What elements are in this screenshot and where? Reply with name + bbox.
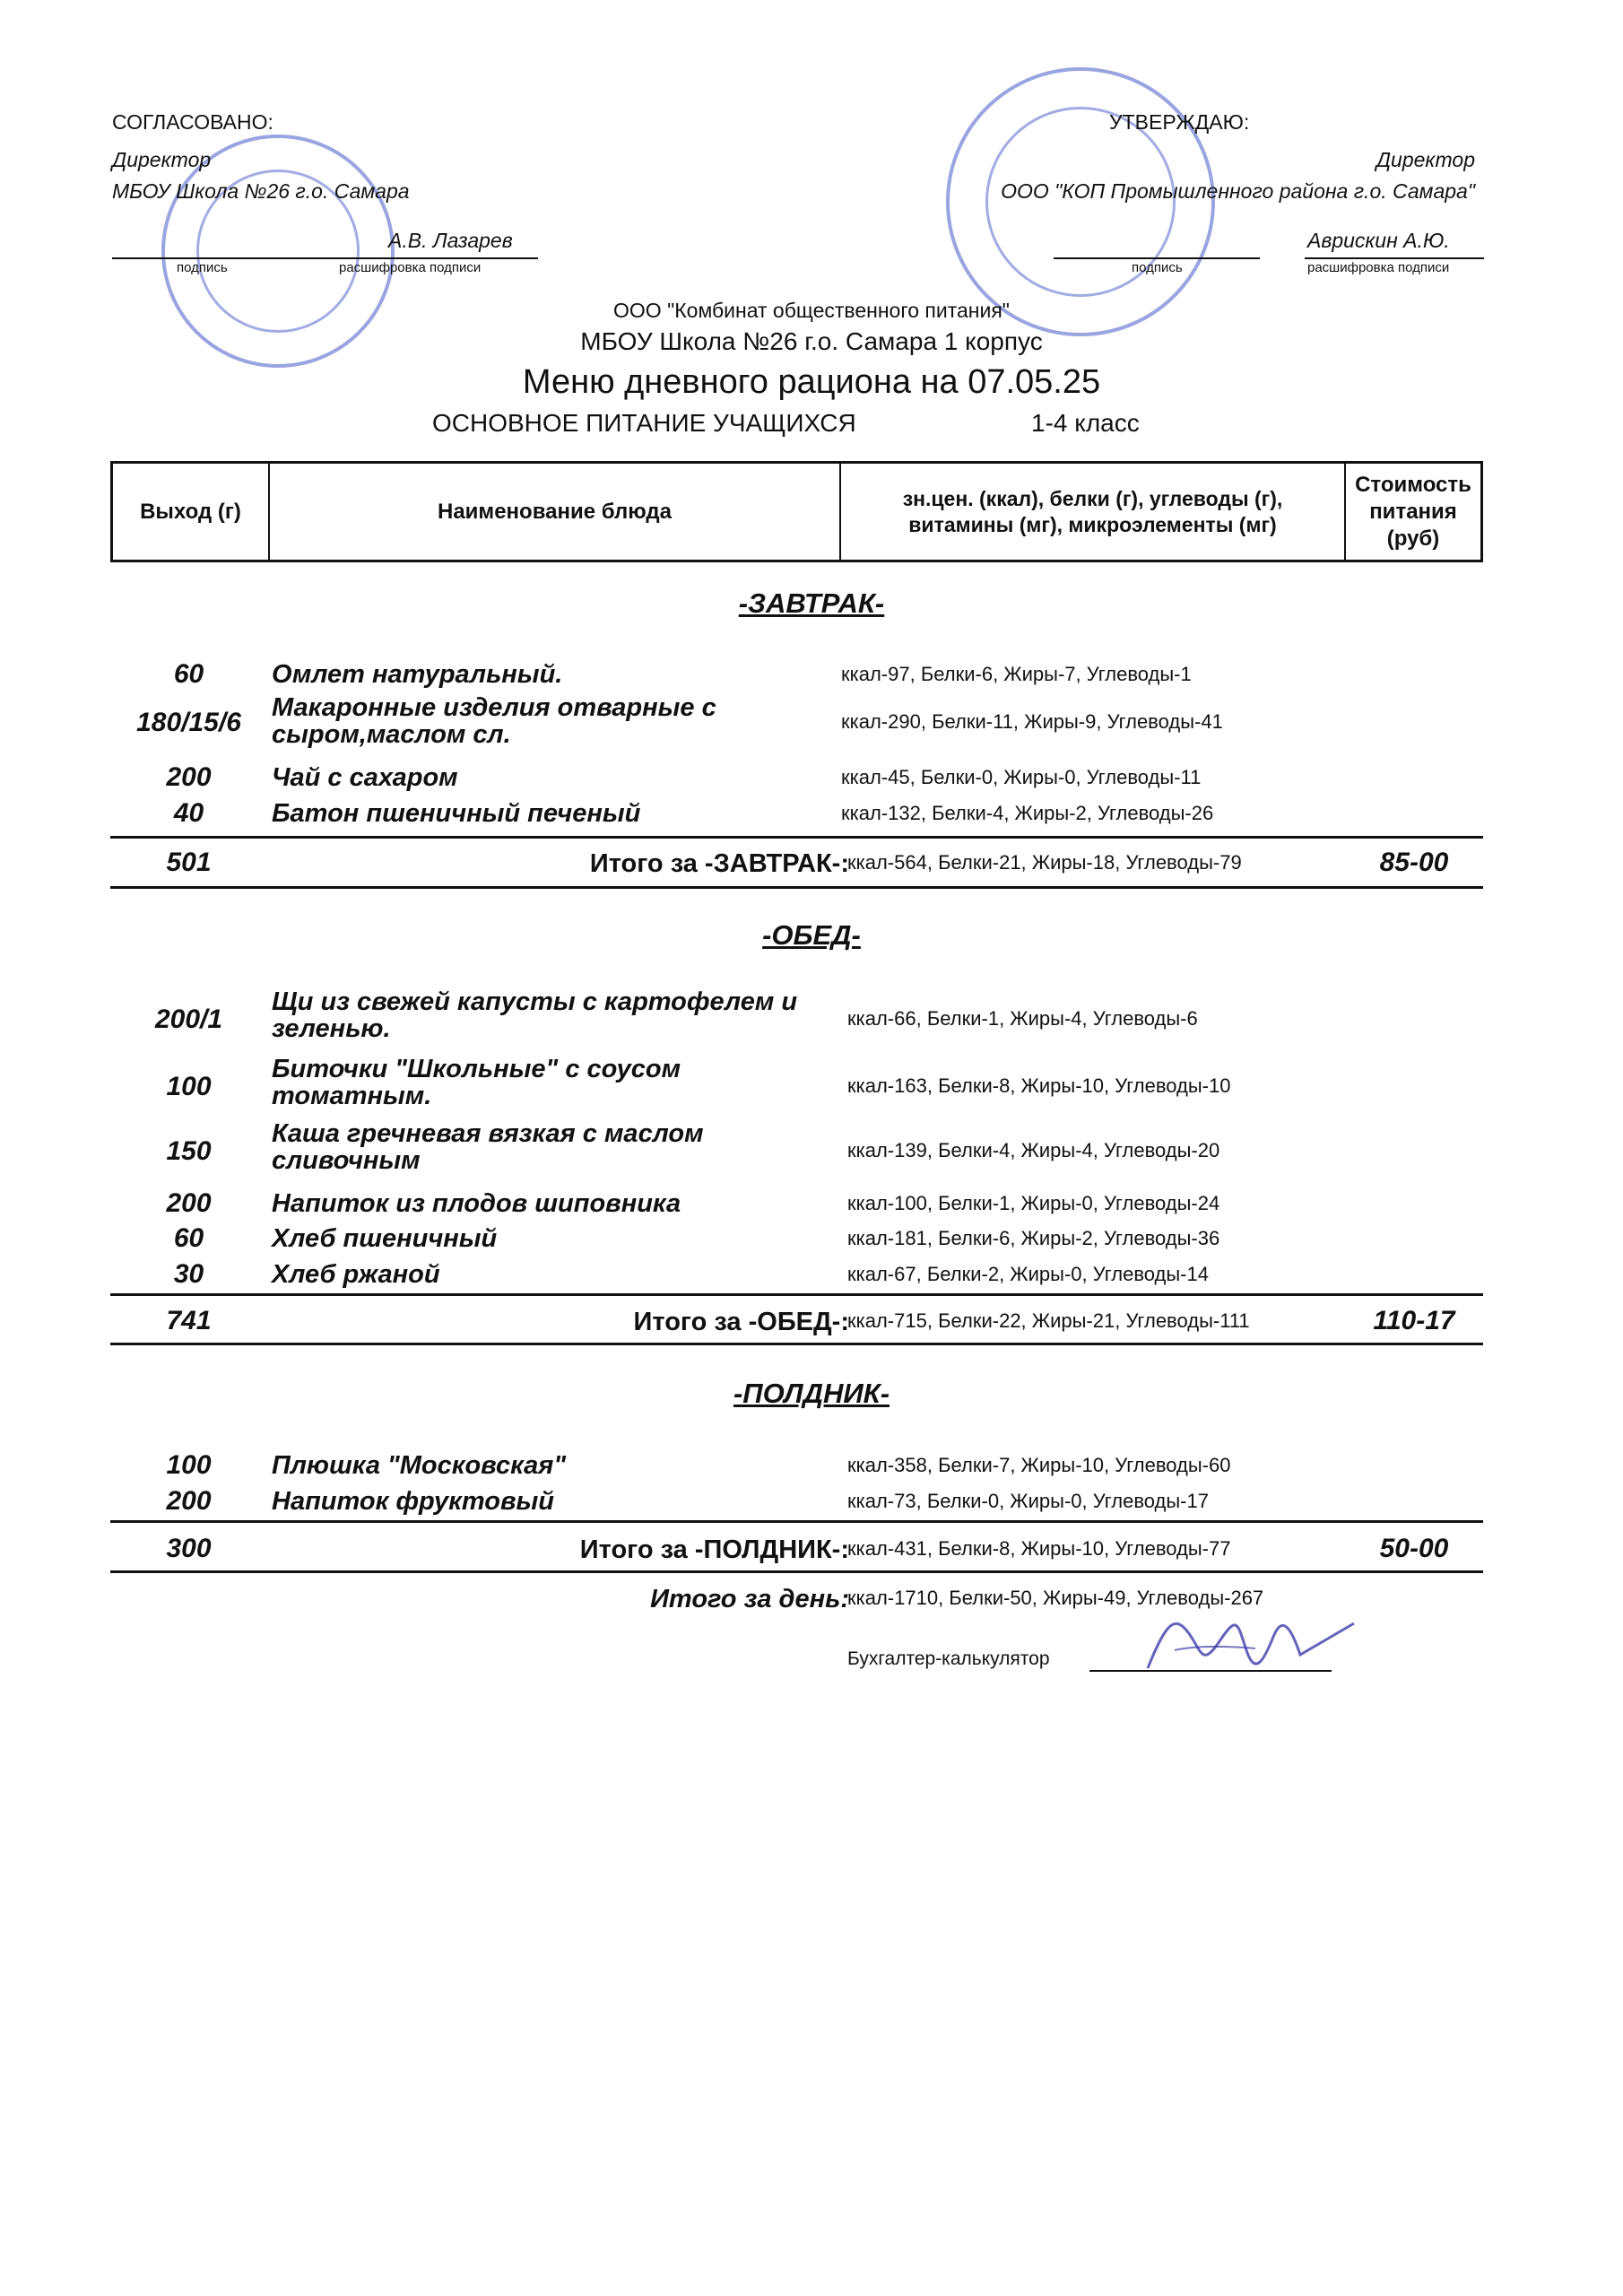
approval-right-signer: Аврискин А.Ю. bbox=[1307, 229, 1450, 252]
approval-right-sign-line bbox=[1054, 257, 1260, 259]
item-name: Биточки "Школьные" с соусом томатным. bbox=[272, 1055, 681, 1110]
section-divider bbox=[110, 1343, 1483, 1345]
section-divider bbox=[110, 1293, 1483, 1296]
total-cost: 50-00 bbox=[1379, 1534, 1449, 1563]
header-name: Наименование блюда bbox=[270, 464, 841, 560]
approval-right-org: ООО "КОП Промышленного района г.о. Самара" bbox=[1001, 179, 1475, 203]
approval-right-decode-label: расшифровка подписи bbox=[1307, 260, 1450, 275]
section-divider bbox=[110, 836, 1483, 839]
item-output: 150 bbox=[166, 1136, 212, 1166]
total-output: 741 bbox=[166, 1306, 212, 1335]
item-output: 60 bbox=[173, 1223, 204, 1253]
item-nutrition: ккал-132, Белки-4, Жиры-2, Углеводы-26 bbox=[841, 802, 1214, 824]
approval-left-decode-label: расшифровка подписи bbox=[339, 260, 482, 275]
item-name: Чай с сахаром bbox=[272, 763, 458, 792]
item-output: 100 bbox=[166, 1450, 212, 1480]
item-name: Макаронные изделия отварные с сыром,маслом сл. bbox=[272, 693, 716, 749]
item-name: Плюшка "Московская" bbox=[272, 1451, 567, 1480]
approval-left-signer: А.В. Лазарев bbox=[388, 229, 513, 252]
approval-right-heading: УТВЕРЖДАЮ: bbox=[1109, 110, 1250, 134]
item-nutrition: ккал-66, Белки-1, Жиры-4, Углеводы-6 bbox=[847, 1007, 1198, 1030]
total-cost: 110-17 bbox=[1373, 1306, 1455, 1335]
total-output: 501 bbox=[166, 848, 212, 877]
approval-left-heading: СОГЛАСОВАНО: bbox=[112, 110, 273, 134]
approval-left-org: МБОУ Школа №26 г.о. Самара bbox=[112, 179, 410, 203]
section-title-snack: -ПОЛДНИК- bbox=[733, 1378, 890, 1409]
item-output: 40 bbox=[173, 798, 204, 828]
item-name: Каша гречневая вязкая с маслом сливочным bbox=[272, 1119, 704, 1175]
item-output: 30 bbox=[173, 1259, 204, 1289]
menu-grade: 1-4 класс bbox=[1031, 409, 1140, 437]
item-nutrition: ккал-73, Белки-0, Жиры-0, Углеводы-17 bbox=[847, 1490, 1209, 1512]
item-output: 180/15/6 bbox=[136, 708, 241, 737]
section-divider bbox=[110, 1570, 1483, 1573]
approval-right-position: Директор bbox=[1376, 148, 1475, 171]
total-cost: 85-00 bbox=[1379, 848, 1449, 877]
approval-left-position: Директор bbox=[112, 148, 212, 171]
item-output: 200 bbox=[166, 1188, 212, 1218]
item-output: 200 bbox=[166, 1486, 212, 1516]
item-nutrition: ккал-290, Белки-11, Жиры-9, Углеводы-41 bbox=[841, 710, 1223, 733]
approval-right-decode-line bbox=[1305, 257, 1484, 259]
day-total-nutrition: ккал-1710, Белки-50, Жиры-49, Углеводы-267 bbox=[847, 1587, 1264, 1609]
item-nutrition: ккал-100, Белки-1, Жиры-0, Углеводы-24 bbox=[847, 1192, 1220, 1214]
item-nutrition: ккал-358, Белки-7, Жиры-10, Углеводы-60 bbox=[847, 1454, 1231, 1476]
item-nutrition: ккал-97, Белки-6, Жиры-7, Углеводы-1 bbox=[841, 663, 1192, 685]
item-output: 200 bbox=[166, 762, 212, 792]
section-divider bbox=[110, 886, 1483, 889]
item-name: Напиток из плодов шиповника bbox=[272, 1189, 681, 1218]
item-output: 100 bbox=[166, 1072, 212, 1101]
menu-subtitle: ОСНОВНОЕ ПИТАНИЕ УЧАЩИХСЯ bbox=[432, 409, 856, 437]
total-label: Итого за -ПОЛДНИК-: bbox=[579, 1535, 849, 1564]
header-nutrition: зн.цен. (ккал), белки (г), углеводы (г), витамины (мг), микроэлементы (мг) bbox=[841, 464, 1346, 560]
section-title-breakfast: -ЗАВТРАК- bbox=[738, 587, 885, 619]
accountant-label: Бухгалтер-калькулятор bbox=[847, 1648, 1050, 1669]
item-output: 200/1 bbox=[154, 1004, 223, 1034]
menu-title: Меню дневного рациона на 07.05.25 bbox=[522, 363, 1101, 401]
item-output: 60 bbox=[173, 659, 204, 689]
item-nutrition: ккал-139, Белки-4, Жиры-4, Углеводы-20 bbox=[847, 1139, 1220, 1161]
approval-right-sign-label: подпись bbox=[1132, 260, 1183, 275]
total-output: 300 bbox=[166, 1534, 212, 1563]
total-label: Итого за -ЗАВТРАК-: bbox=[589, 849, 849, 878]
item-name: Щи из свежей капусты с картофелем и зеленью. bbox=[272, 987, 798, 1043]
total-nutrition: ккал-564, Белки-21, Жиры-18, Углеводы-79 bbox=[847, 851, 1242, 874]
approval-left-sign-line bbox=[112, 257, 538, 259]
item-name: Батон пшеничный печеный bbox=[272, 799, 641, 828]
header-output: Выход (г) bbox=[113, 464, 270, 560]
item-name: Хлеб пшеничный bbox=[272, 1224, 498, 1253]
section-title-lunch: -ОБЕД- bbox=[762, 919, 861, 951]
total-nutrition: ккал-431, Белки-8, Жиры-10, Углеводы-77 bbox=[847, 1537, 1231, 1560]
section-divider bbox=[110, 1520, 1483, 1523]
total-label: Итого за -ОБЕД-: bbox=[633, 1308, 849, 1336]
item-nutrition: ккал-45, Белки-0, Жиры-0, Углеводы-11 bbox=[841, 766, 1202, 788]
total-nutrition: ккал-715, Белки-22, Жиры-21, Углеводы-111 bbox=[847, 1309, 1250, 1332]
item-name: Хлеб ржаной bbox=[272, 1260, 440, 1289]
school-name: МБОУ Школа №26 г.о. Самара 1 корпус bbox=[580, 327, 1043, 355]
table-header bbox=[110, 461, 1483, 562]
header-cost: Стоимость питания (руб) bbox=[1355, 472, 1471, 551]
approval-left-sign-label: подпись bbox=[177, 260, 228, 275]
item-name: Омлет натуральный. bbox=[272, 660, 563, 689]
item-nutrition: ккал-67, Белки-2, Жиры-0, Углеводы-14 bbox=[847, 1263, 1209, 1285]
accountant-signature bbox=[1139, 1605, 1363, 1682]
item-nutrition: ккал-181, Белки-6, Жиры-2, Углеводы-36 bbox=[847, 1227, 1220, 1249]
day-total-label: Итого за день: bbox=[650, 1585, 849, 1613]
item-nutrition: ккал-163, Белки-8, Жиры-10, Углеводы-10 bbox=[847, 1074, 1231, 1097]
item-name: Напиток фруктовый bbox=[272, 1487, 554, 1516]
company-name: ООО "Комбинат общественного питания" bbox=[613, 299, 1010, 322]
